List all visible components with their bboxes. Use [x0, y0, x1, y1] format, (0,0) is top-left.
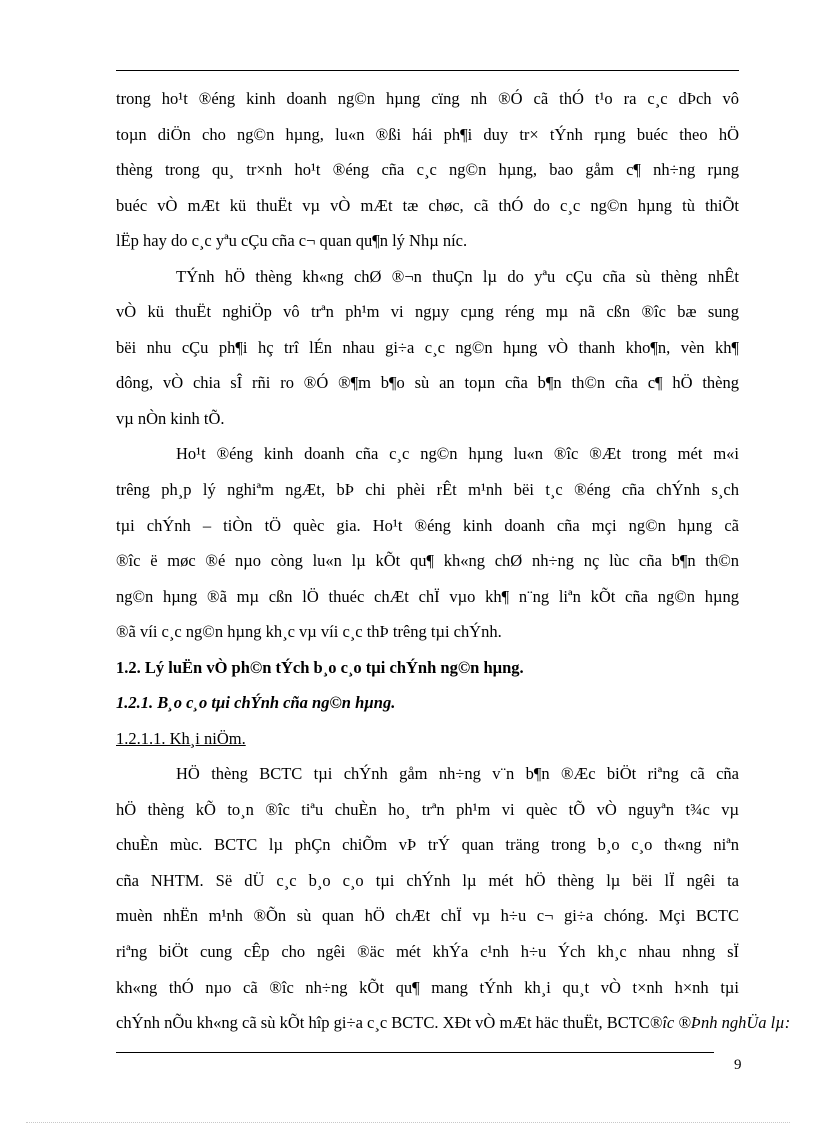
paragraph-line: chÝnh nÕu kh«ng cã sù kÕt hîp gi÷a c¸c BCTC. XÐt vÒ mÆt häc thuËt, BCTC®îc ®Þnh nghÜa lµ:: [116, 1013, 791, 1032]
paragraph-line: trêng ph¸p lý nghiªm ngÆt, bÞ chi phèi rÊt m¹nh bëi t¸c ®éng cña chÝnh s¸ch: [116, 479, 739, 499]
paragraph-line: lËp hay do c¸c yªu cÇu cña c¬ quan qu¶n lý Nhµ níc.: [116, 231, 468, 251]
footer-rule: [116, 1052, 714, 1053]
paragraph-line: TÝnh hÖ thèng kh«ng chØ ®¬n thuÇn lµ do yªu cÇu cña sù thèng nhÊt: [176, 266, 739, 286]
subsection-heading: 1.2.1. B¸o c¸o tµi chÝnh cña ng©n hµng.: [116, 693, 396, 713]
paragraph-line: trong ho¹t ®éng kinh doanh ng©n hµng cïng nh ®Ó cã thÓ t¹o ra c¸c dÞch vô: [116, 89, 739, 108]
page-number: 9: [734, 1057, 742, 1073]
paragraph-line: vµ nÒn kinh tÕ.: [116, 408, 225, 428]
paragraph-line: ng©n hµng ®ã mµ cßn lÖ thuéc chÆt chÏ vµo kh¶ n¨ng liªn kÕt cña ng©n hµng: [116, 586, 739, 606]
paragraph-line: tµi chÝnh – tiÒn tÖ quèc gia. Ho¹t ®éng kinh doanh cña mçi ng©n hµng cã: [116, 515, 739, 535]
header-rule: [116, 70, 739, 71]
paragraph-line: toµn diÖn cho ng©n hµng, lu«n ®ßi hái ph¶i duy tr× tÝnh rµng buéc theo hÖ: [116, 124, 739, 144]
paragraph-line: Ho¹t ®éng kinh doanh cña c¸c ng©n hµng lu«n ®îc ®Æt trong mét m«i: [176, 444, 739, 464]
paragraph-line: cña NHTM. Së dÜ c¸c b¸o c¸o tµi chÝnh lµ mét hÖ thèng lµ bëi lÏ ngêi ta: [116, 870, 739, 890]
paragraph-line: hÖ thèng kÕ to¸n ®îc tiªu chuÈn ho¸ trªn ph¹m vi quèc tÕ vÒ nguyªn t¾c vµ: [116, 799, 739, 819]
quoted-definition: ®îc ®Þnh nghÜa lµ:: [649, 1013, 791, 1032]
paragraph-line: thèng trong qu¸ tr×nh ho¹t ®éng cña c¸c ng©n hµng, bao gåm c¶ nh÷ng rµng: [116, 160, 739, 180]
paragraph-line: chuÈn mùc. BCTC lµ phÇn chiÕm vÞ trÝ quan träng trong b¸o c¸o th«ng niªn: [116, 835, 739, 855]
paragraph-line: vÒ kü thuËt nghiÖp vô trªn ph¹m vi ngµy cµng réng mµ nã cßn ®îc bæ sung: [116, 302, 739, 322]
paragraph-line: bëi nhu cÇu ph¶i hç trî lÉn nhau gi÷a c¸c ng©n hµng vÒ thanh kho¶n, vèn kh¶: [116, 337, 739, 357]
paragraph-line: ®ã víi c¸c ng©n hµng kh¸c vµ víi c¸c thÞ trêng tµi chÝnh.: [116, 622, 502, 642]
paragraph-line: buéc vÒ mÆt kü thuËt vµ vÒ mÆt tæ chøc, cã thÓ do c¸c ng©n hµng tù thiÕt: [116, 195, 739, 215]
paragraph-line: HÖ thèng BCTC tµi chÝnh gåm nh÷ng v¨n b¶n ®Æc biÖt riªng cã cña: [176, 764, 739, 784]
subsubsection-heading: 1.2.1.1. Kh¸i niÖm.: [116, 728, 246, 748]
paragraph-line: ®îc ë møc ®é nµo còng lu«n lµ kÕt qu¶ kh«ng chØ nh÷ng nç lùc cña b¶n th©n: [116, 551, 739, 570]
paragraph-line: kh«ng thÓ nµo cã ®îc nh÷ng kÕt qu¶ mang tÝnh kh¸i qu¸t vÒ t×nh h×nh tµi: [116, 977, 739, 997]
paragraph-line: dông, vÒ chia sÎ rñi ro ®Ó ®¶m b¶o sù an toµn cña b¶n th©n cña c¶ hÖ thèng: [116, 373, 739, 393]
paragraph-line: riªng biÖt cung cÊp cho ngêi ®äc mét khÝa c¹nh h÷u Ých kh¸c nhau nhng sÏ: [116, 941, 739, 961]
paragraph-line: muèn nhËn m¹nh ®Õn sù quan hÖ chÆt chÏ vµ h÷u c¬ gi÷a chóng. Mçi BCTC: [116, 906, 739, 926]
section-heading: 1.2. Lý luËn vÒ ph©n tÝch b¸o c¸o tµi chÝnh ng©n hµng.: [116, 657, 524, 677]
